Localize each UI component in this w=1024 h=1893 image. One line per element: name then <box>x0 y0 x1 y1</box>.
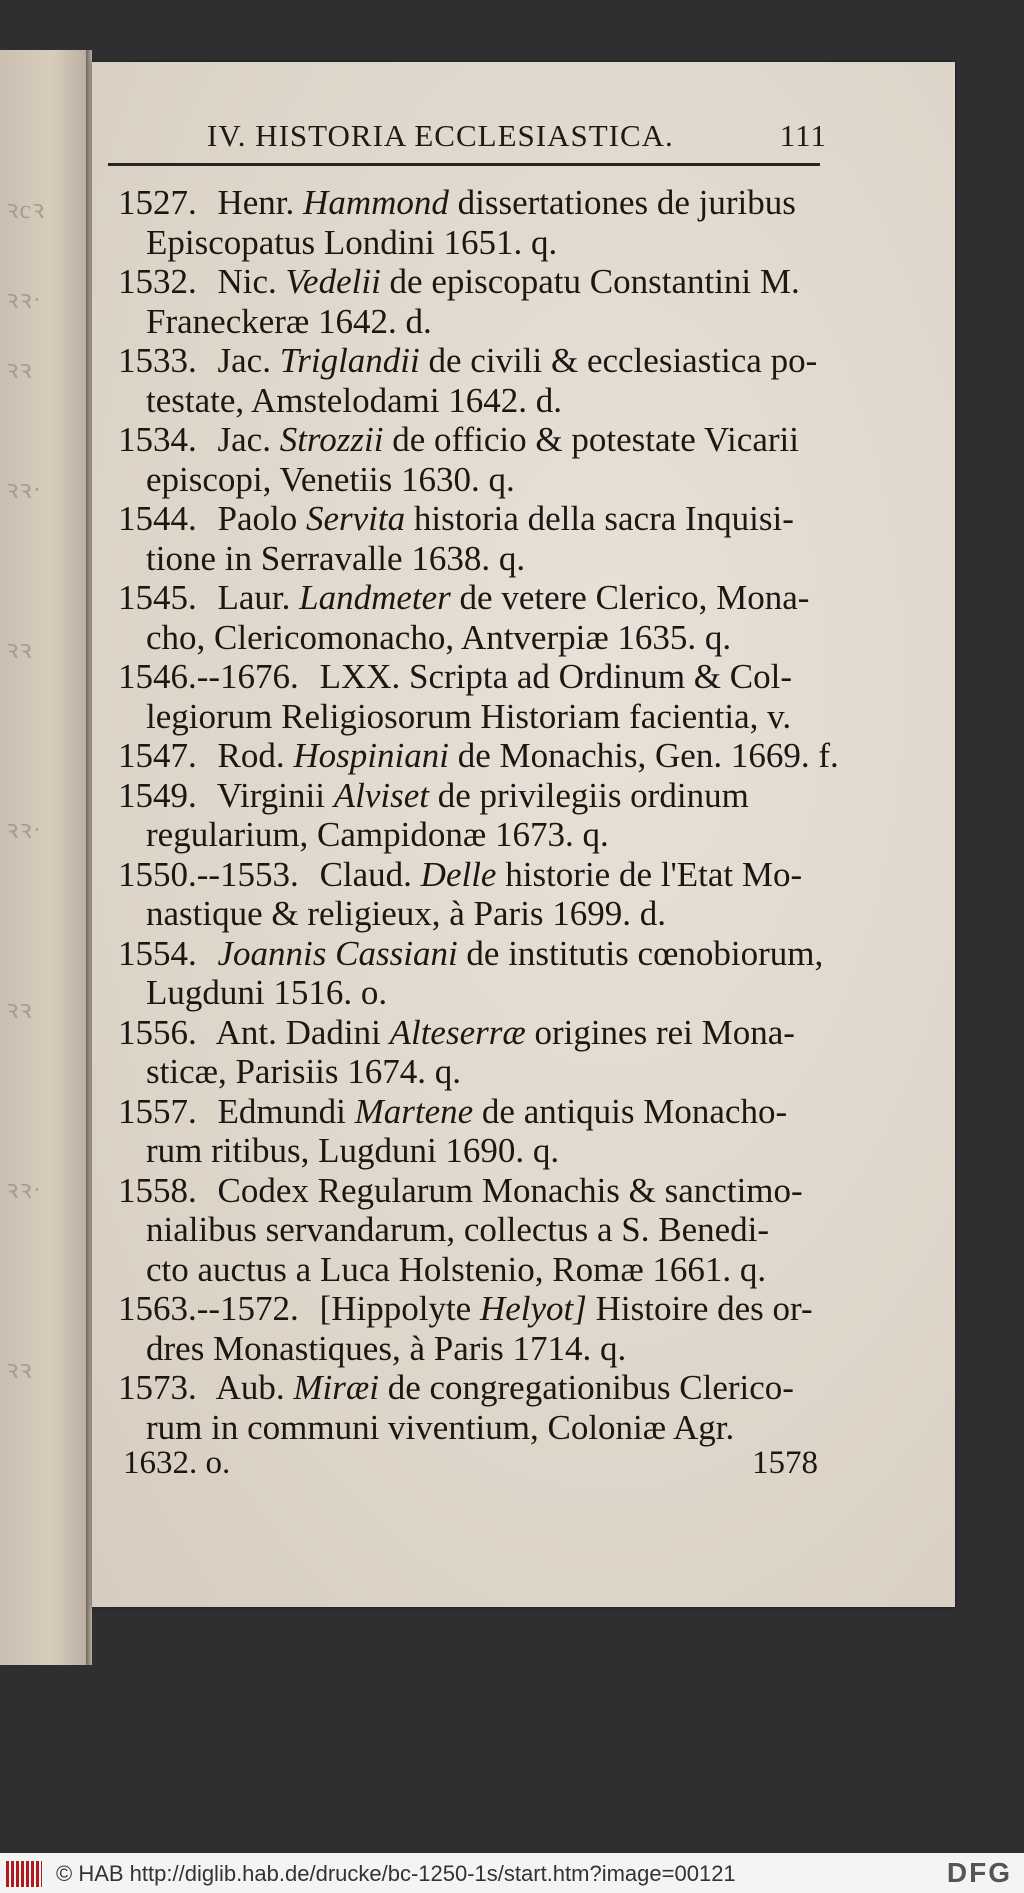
entry-first-line <box>118 736 839 776</box>
entry-text: Histoire des or- <box>595 1289 813 1328</box>
entry-first-line <box>118 1171 818 1211</box>
entry-continuation-line: rum ritibus, Lugduni 1690. q. <box>146 1131 560 1170</box>
entry-number: 1527. <box>118 183 197 222</box>
entry-text: de civili & ecclesiastica po- <box>428 341 818 380</box>
entry-number: 1573. <box>118 1368 197 1407</box>
entry-text: Aub. <box>215 1368 285 1407</box>
entry-first-line <box>118 499 818 539</box>
facing-page-text: ꝛꝛ <box>6 1355 33 1384</box>
facing-page-text: ꝛꝛ <box>6 995 33 1024</box>
header-rule <box>108 163 820 166</box>
entry-text: Claud. <box>319 854 412 894</box>
catalog-entry <box>118 1171 818 1290</box>
catalog-entry <box>118 1368 818 1447</box>
catalog-entry <box>118 736 839 776</box>
library-logo-icon <box>6 1861 42 1887</box>
entry-continuation-line: nialibus servandarum, collectus a S. Benedi- <box>146 1210 770 1249</box>
catalog-entry <box>118 262 818 341</box>
entry-author: Alteserræ <box>389 1012 526 1052</box>
facing-page-text: ꝛꝛ· <box>6 285 43 314</box>
entry-continuation-line: testate, Amstelodami 1642. d. <box>146 380 563 420</box>
entry-first-line <box>118 855 818 895</box>
entry-text: Rod. <box>217 736 285 775</box>
entry-continuation-line: legiorum Religiosorum Historiam facientia, v. <box>146 696 792 736</box>
catalog-entry <box>118 855 818 934</box>
entry-first-line <box>118 933 824 974</box>
catalog-entry <box>118 1092 818 1171</box>
catalog-entry <box>118 420 818 499</box>
catalog-entry <box>118 776 818 855</box>
facing-page-text: ꝛꝛ <box>6 355 33 384</box>
entry-text: [Hippolyte <box>319 1289 472 1328</box>
entry-author: Hammond <box>303 183 449 222</box>
entry-number: 1558. <box>118 1170 197 1210</box>
entry-text: Jac. <box>217 420 271 459</box>
entry-number: 1544. <box>118 499 197 538</box>
entry-text: LXX. Scripta ad Ordinum & Col- <box>319 657 792 696</box>
entry-text: de institutis cœnobiorum, <box>466 933 824 973</box>
entry-text: historia della sacra Inquisi- <box>413 499 794 538</box>
entry-number: 1556. <box>118 1012 197 1052</box>
entry-continuation-line: sticæ, Parisiis 1674. q. <box>146 1052 462 1091</box>
entry-continuation-line: Franeckeræ 1642. d. <box>146 301 432 341</box>
entry-author: Miræi <box>293 1368 379 1407</box>
facing-page-text: ꝛꝛ <box>6 635 33 664</box>
entry-number: 1557. <box>118 1091 197 1131</box>
viewer-footer <box>0 1853 1024 1893</box>
catalog-entry <box>118 657 818 736</box>
catalog-entry <box>118 499 818 578</box>
entry-first-line <box>118 420 818 460</box>
entry-first-line <box>118 183 818 223</box>
entry-number: 1554. <box>118 933 197 973</box>
entry-continuation-line: cho, Clericomonacho, Antverpiæ 1635. q. <box>146 617 732 657</box>
entry-text: historie de l'Etat Mo- <box>505 854 803 894</box>
entry-first-line <box>118 1289 818 1329</box>
entry-author: Strozzii <box>279 420 384 459</box>
entry-text: Paolo <box>217 499 298 538</box>
entry-number: 1550.--1553. <box>118 854 299 894</box>
facing-page-text: ꝛꝛ· <box>6 1175 43 1204</box>
entry-continuation-line: rum in communi viventium, Coloniæ Agr. <box>146 1407 735 1447</box>
catalog-entry <box>118 1013 818 1092</box>
entry-number: 1532. <box>118 262 197 301</box>
entry-continuation-line: regularium, Campidonæ 1673. q. <box>146 815 609 854</box>
entry-text: de privilegiis ordinum <box>437 775 749 815</box>
facing-page-text: ꝛcꝛ <box>6 195 46 224</box>
entry-number: 1545. <box>118 578 197 617</box>
entry-continuation-line: nastique & religieux, à Paris 1699. d. <box>146 894 667 933</box>
entry-text: Jac. <box>217 341 271 380</box>
entry-continuation-line: Episcopatus Londini 1651. q. <box>146 222 558 262</box>
catalog-entry <box>118 933 824 1013</box>
entry-text: de officio & potestate Vicarii <box>392 420 799 459</box>
entry-text: origines rei Mona- <box>534 1012 795 1052</box>
catalog-entry <box>118 341 818 420</box>
entry-text: Nic. <box>217 262 277 301</box>
entry-number: 1533. <box>118 341 197 380</box>
entry-author: Joannis Cassiani <box>217 933 458 973</box>
facing-page-text: ꝛꝛ· <box>6 815 43 844</box>
entry-number: 1547. <box>118 736 197 775</box>
dfg-logo: DFG <box>946 1857 1012 1888</box>
entry-author: Servita <box>305 499 406 538</box>
entry-continuation-line: tione in Serravalle 1638. q. <box>146 538 526 578</box>
continuation-text: 1632. o. <box>123 1445 231 1481</box>
entry-text: de Monachis, Gen. 1669. f. <box>457 736 839 775</box>
page-title: IV. HISTORIA ECCLESIASTICA. <box>207 118 674 153</box>
entry-text: Virginii <box>216 775 325 815</box>
entry-author: Landmeter <box>299 578 451 617</box>
entry-first-line <box>118 1092 818 1132</box>
entry-text: Ant. Dadini <box>215 1012 381 1052</box>
entry-author: Helyot] <box>479 1289 587 1328</box>
entry-number: 1546.--1676. <box>118 657 299 696</box>
entry-continuation-line: Lugduni 1516. o. <box>146 973 388 1012</box>
facing-page-text: ꝛꝛ· <box>6 475 43 504</box>
entry-text: de antiquis Monacho- <box>481 1091 788 1131</box>
facing-page-edge <box>0 50 86 1665</box>
entry-text: Codex Regularum Monachis & sanctimo- <box>217 1170 803 1210</box>
catchword: 1578 <box>752 1445 818 1481</box>
entry-author: Alviset <box>333 775 429 815</box>
entry-number: 1563.--1572. <box>118 1289 299 1328</box>
entry-first-line <box>118 262 818 302</box>
entry-text: de vetere Clerico, Mona- <box>459 578 810 617</box>
entry-author: Delle <box>420 854 497 894</box>
entry-continuation-line: dres Monastiques, à Paris 1714. q. <box>146 1328 627 1368</box>
entry-continuation-line: cto auctus a Luca Holstenio, Romæ 1661. q. <box>146 1249 767 1289</box>
entry-number: 1549. <box>118 775 197 815</box>
entry-text: Henr. <box>217 183 295 222</box>
entry-first-line <box>118 578 818 618</box>
catalog-entry <box>118 1289 818 1368</box>
entry-author: Triglandii <box>279 341 420 380</box>
catalog-entries <box>118 183 839 1447</box>
entry-text: Edmundi <box>217 1091 346 1131</box>
entry-author: Martene <box>354 1091 474 1131</box>
entry-number: 1534. <box>118 420 197 459</box>
entry-continuation-line: episcopi, Venetiis 1630. q. <box>146 459 515 499</box>
entry-author: Hospiniani <box>293 736 449 775</box>
entry-first-line <box>118 1368 818 1408</box>
entry-text: de congregationibus Clerico- <box>387 1368 794 1407</box>
catalog-entry <box>118 578 818 657</box>
entry-first-line <box>118 1013 818 1053</box>
source-credit-link[interactable]: © HAB http://diglib.hab.de/drucke/bc-1250-1s/start.htm?image=00121 <box>56 1861 736 1886</box>
entry-first-line <box>118 657 818 697</box>
entry-first-line <box>118 776 818 816</box>
entry-text: de episcopatu Constantini M. <box>389 262 800 301</box>
entry-text: dissertationes de juribus <box>457 183 796 222</box>
page-number: 111 <box>779 118 827 153</box>
entry-first-line <box>118 341 818 381</box>
entry-text: Laur. <box>217 578 291 617</box>
entry-author: Vedelii <box>285 262 381 301</box>
catalog-entry <box>118 183 818 262</box>
